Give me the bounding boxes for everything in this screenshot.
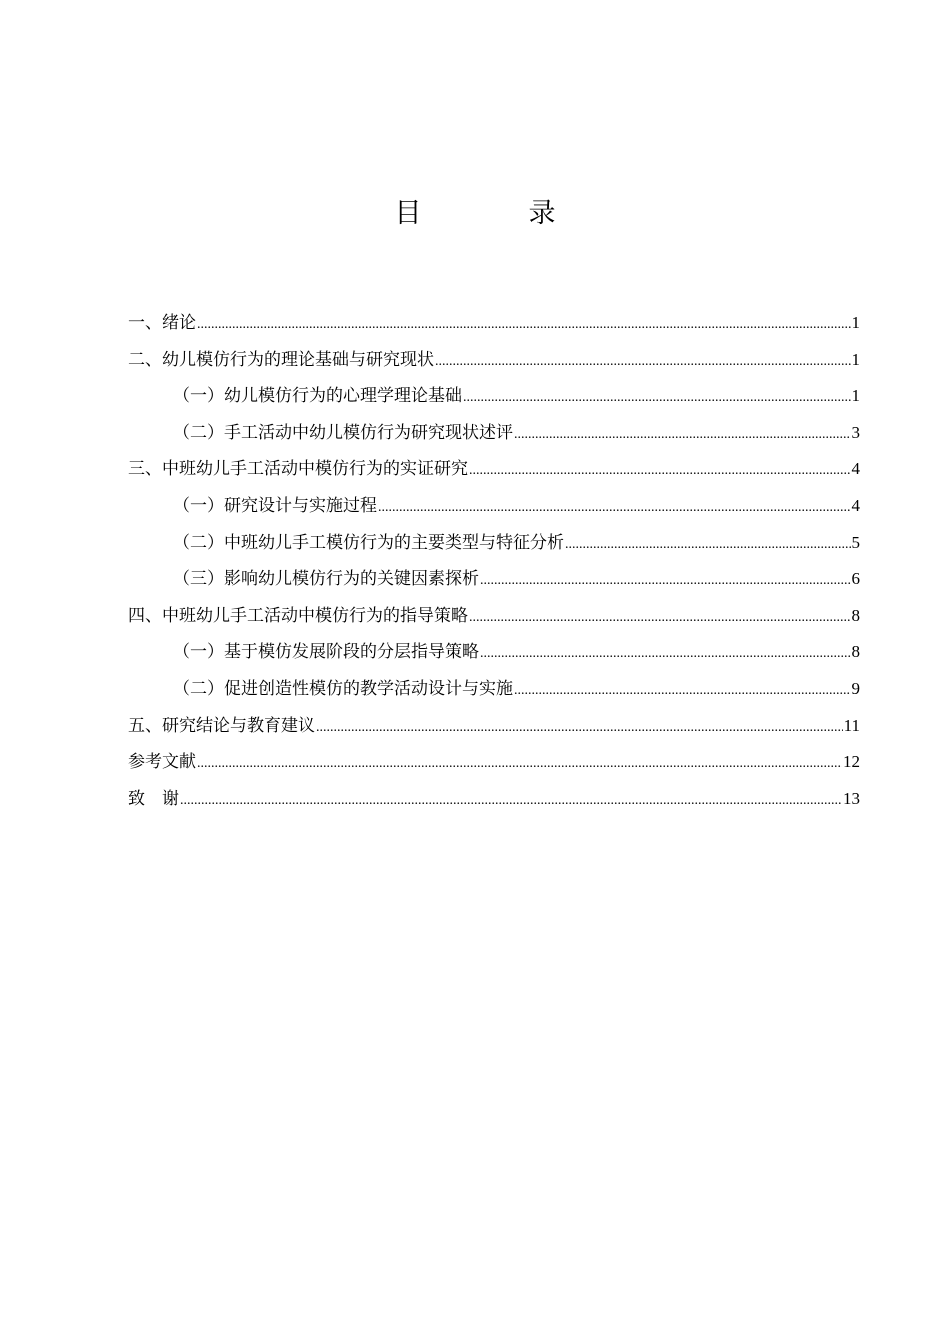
toc-number: 三、 <box>128 459 162 480</box>
toc-number: （二） <box>173 422 224 443</box>
toc-entry[interactable] <box>128 744 860 781</box>
dot-leader <box>378 490 851 526</box>
toc-title: 幼儿模仿行为的心理学理论基础 <box>224 386 462 407</box>
dot-leader <box>514 673 851 709</box>
toc-entry[interactable] <box>128 488 860 525</box>
dot-leader <box>469 600 851 636</box>
toc-page-number: 13 <box>843 788 860 808</box>
toc-number: 四、 <box>128 605 162 626</box>
toc-entry[interactable] <box>128 342 860 379</box>
toc-page-number: 3 <box>851 422 860 442</box>
toc-page-number: 4 <box>851 459 860 479</box>
toc-entry[interactable] <box>128 525 860 562</box>
toc-title: 中班幼儿手工模仿行为的主要类型与特征分析 <box>224 532 564 553</box>
toc-page-number: 5 <box>851 532 860 552</box>
toc-title: 中班幼儿手工活动中模仿行为的实证研究 <box>162 459 468 480</box>
toc-title: 研究设计与实施过程 <box>224 495 377 516</box>
toc-title: 研究结论与教育建议 <box>162 715 315 736</box>
toc-page-number: 1 <box>851 349 860 369</box>
toc-entry[interactable] <box>128 634 860 671</box>
toc-page-number: 1 <box>851 313 860 332</box>
toc-page-number: 4 <box>851 495 860 515</box>
toc-entry[interactable] <box>128 671 860 708</box>
toc-number: （二） <box>173 678 224 699</box>
dot-leader <box>469 453 851 489</box>
table-of-contents <box>128 305 860 817</box>
toc-title: 手工活动中幼儿模仿行为研究现状述评 <box>224 422 513 443</box>
toc-entry[interactable] <box>128 598 860 635</box>
toc-entry[interactable] <box>128 708 860 745</box>
toc-title: 绪论 <box>162 313 196 333</box>
dot-leader <box>480 636 851 672</box>
dot-leader <box>480 563 851 599</box>
toc-number: （一） <box>173 495 224 516</box>
page-title: 目 录 <box>394 198 596 229</box>
toc-page-number: 8 <box>851 605 860 625</box>
dot-leader <box>565 527 851 563</box>
toc-title: 促进创造性模仿的教学活动设计与实施 <box>224 678 513 699</box>
toc-number: 一、 <box>128 313 162 333</box>
toc-page-number: 11 <box>843 715 860 735</box>
toc-number: （一） <box>173 642 224 663</box>
toc-number: 二、 <box>128 349 162 370</box>
toc-number: （二） <box>173 532 224 553</box>
dot-leader <box>316 710 843 746</box>
toc-entry[interactable] <box>128 781 860 818</box>
toc-title: 幼儿模仿行为的理论基础与研究现状 <box>162 349 434 370</box>
toc-number: （一） <box>173 386 224 407</box>
toc-title: 参考文献 <box>128 752 196 773</box>
toc-number: （三） <box>173 569 224 590</box>
toc-entry[interactable] <box>128 305 860 342</box>
toc-entry[interactable] <box>128 451 860 488</box>
dot-leader <box>197 746 842 782</box>
toc-entry[interactable] <box>128 561 860 598</box>
toc-entry[interactable] <box>128 415 860 452</box>
toc-title: 基于模仿发展阶段的分层指导策略 <box>224 642 479 663</box>
toc-page-number: 6 <box>851 569 860 589</box>
toc-page-number: 9 <box>851 678 860 698</box>
toc-number: 五、 <box>128 715 162 736</box>
dot-leader <box>180 783 842 819</box>
toc-title: 影响幼儿模仿行为的关键因素探析 <box>224 569 479 590</box>
toc-title: 中班幼儿手工活动中模仿行为的指导策略 <box>162 605 468 626</box>
toc-title: 致 谢 <box>128 788 179 809</box>
dot-leader <box>197 307 851 343</box>
dot-leader <box>463 380 851 416</box>
toc-page-number: 12 <box>843 752 860 772</box>
toc-page-number: 8 <box>851 642 860 662</box>
dot-leader <box>435 344 851 380</box>
dot-leader <box>514 417 851 453</box>
toc-page-number: 1 <box>851 386 860 406</box>
toc-entry[interactable] <box>128 378 860 415</box>
